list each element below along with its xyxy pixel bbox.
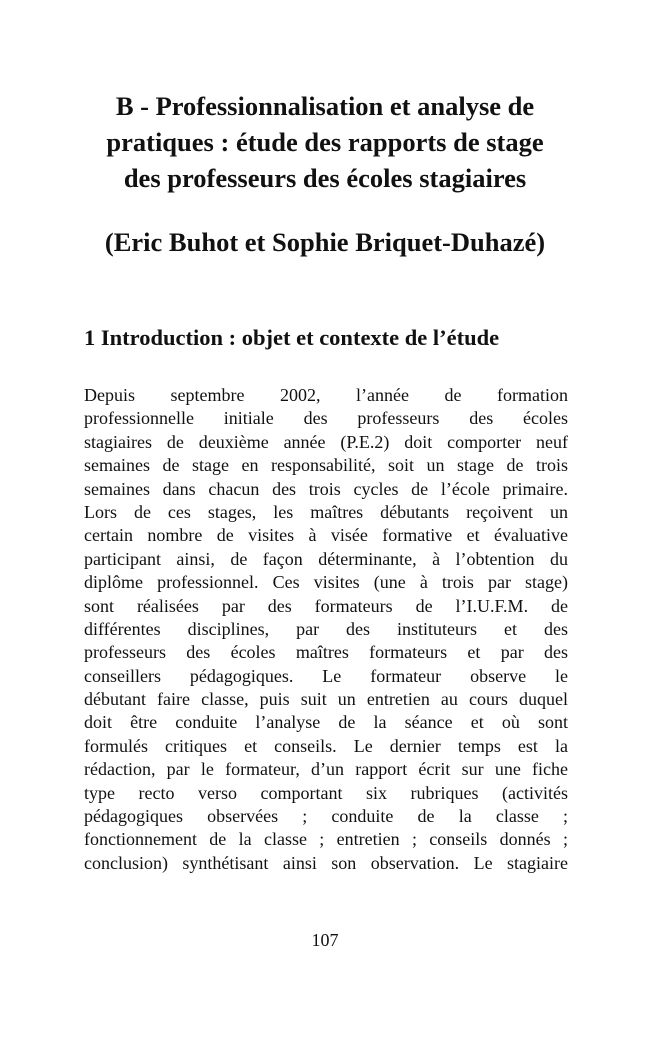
paragraph-line: conclusion) synthétisant ainsi son observation. Le stagiaire [84,852,568,873]
section-heading: 1 Introduction : objet et contexte de l’étude [84,325,500,350]
paragraph-line: stagiaires de deuxième année (P.E.2) doit comporter neuf [84,431,568,452]
paragraph-line: certain nombre de visites à visée formative et évaluative [84,525,568,546]
paragraph-line: type recto verso comportant six rubriques (activités [84,782,568,803]
paragraph-line: rédaction, par le formateur, d’un rapport écrit sur une fiche [84,759,568,780]
paragraph-line: sont réalisées par des formateurs de l’I.U.F.M. de [84,595,568,616]
chapter-title-line: des professeurs des écoles stagiaires [123,163,527,193]
body-paragraph [84,384,568,875]
paragraph-line: doit être conduite l’analyse de la séance et où sont [84,712,568,733]
paragraph-line: différentes disciplines, par des instituteurs et des [84,618,568,639]
paragraph-line: semaines de stage en responsabilité, soit un stage de trois [84,455,568,476]
paragraph-line: participant ainsi, de façon déterminante, à l’obtention du [84,548,568,569]
paragraph-line: conseillers pédagogiques. Le formateur observe le [84,665,568,686]
page-number: 107 [311,930,339,950]
paragraph-line: fonctionnement de la classe ; entretien ; conseils donnés ; [84,829,568,850]
chapter-title [70,88,580,196]
paragraph-line: Depuis septembre 2002, l’année de formation [84,385,568,405]
paragraph-line: Lors de ces stages, les maîtres débutants reçoivent un [84,501,568,522]
chapter-title-line: pratiques : étude des rapports de stage [106,127,544,157]
paragraph-line: débutant faire classe, puis suit un entretien au cours duquel [84,689,568,710]
chapter-authors: (Eric Buhot et Sophie Briquet-Duhazé) [104,227,546,257]
paragraph-line: diplôme professionnel. Ces visites (une à trois par stage) [84,572,568,593]
paragraph-line: professionnelle initiale des professeurs des écoles [84,408,568,429]
paragraph-line: professeurs des écoles maîtres formateurs et par des [84,642,568,663]
paragraph-line: pédagogiques observées ; conduite de la classe ; [84,806,568,827]
paragraph-line: semaines dans chacun des trois cycles de l’école primaire. [84,478,568,499]
paragraph-line: formulés critiques et conseils. Le dernier temps est la [84,735,568,756]
chapter-title-line: B - Professionnalisation et analyse de [115,91,535,121]
